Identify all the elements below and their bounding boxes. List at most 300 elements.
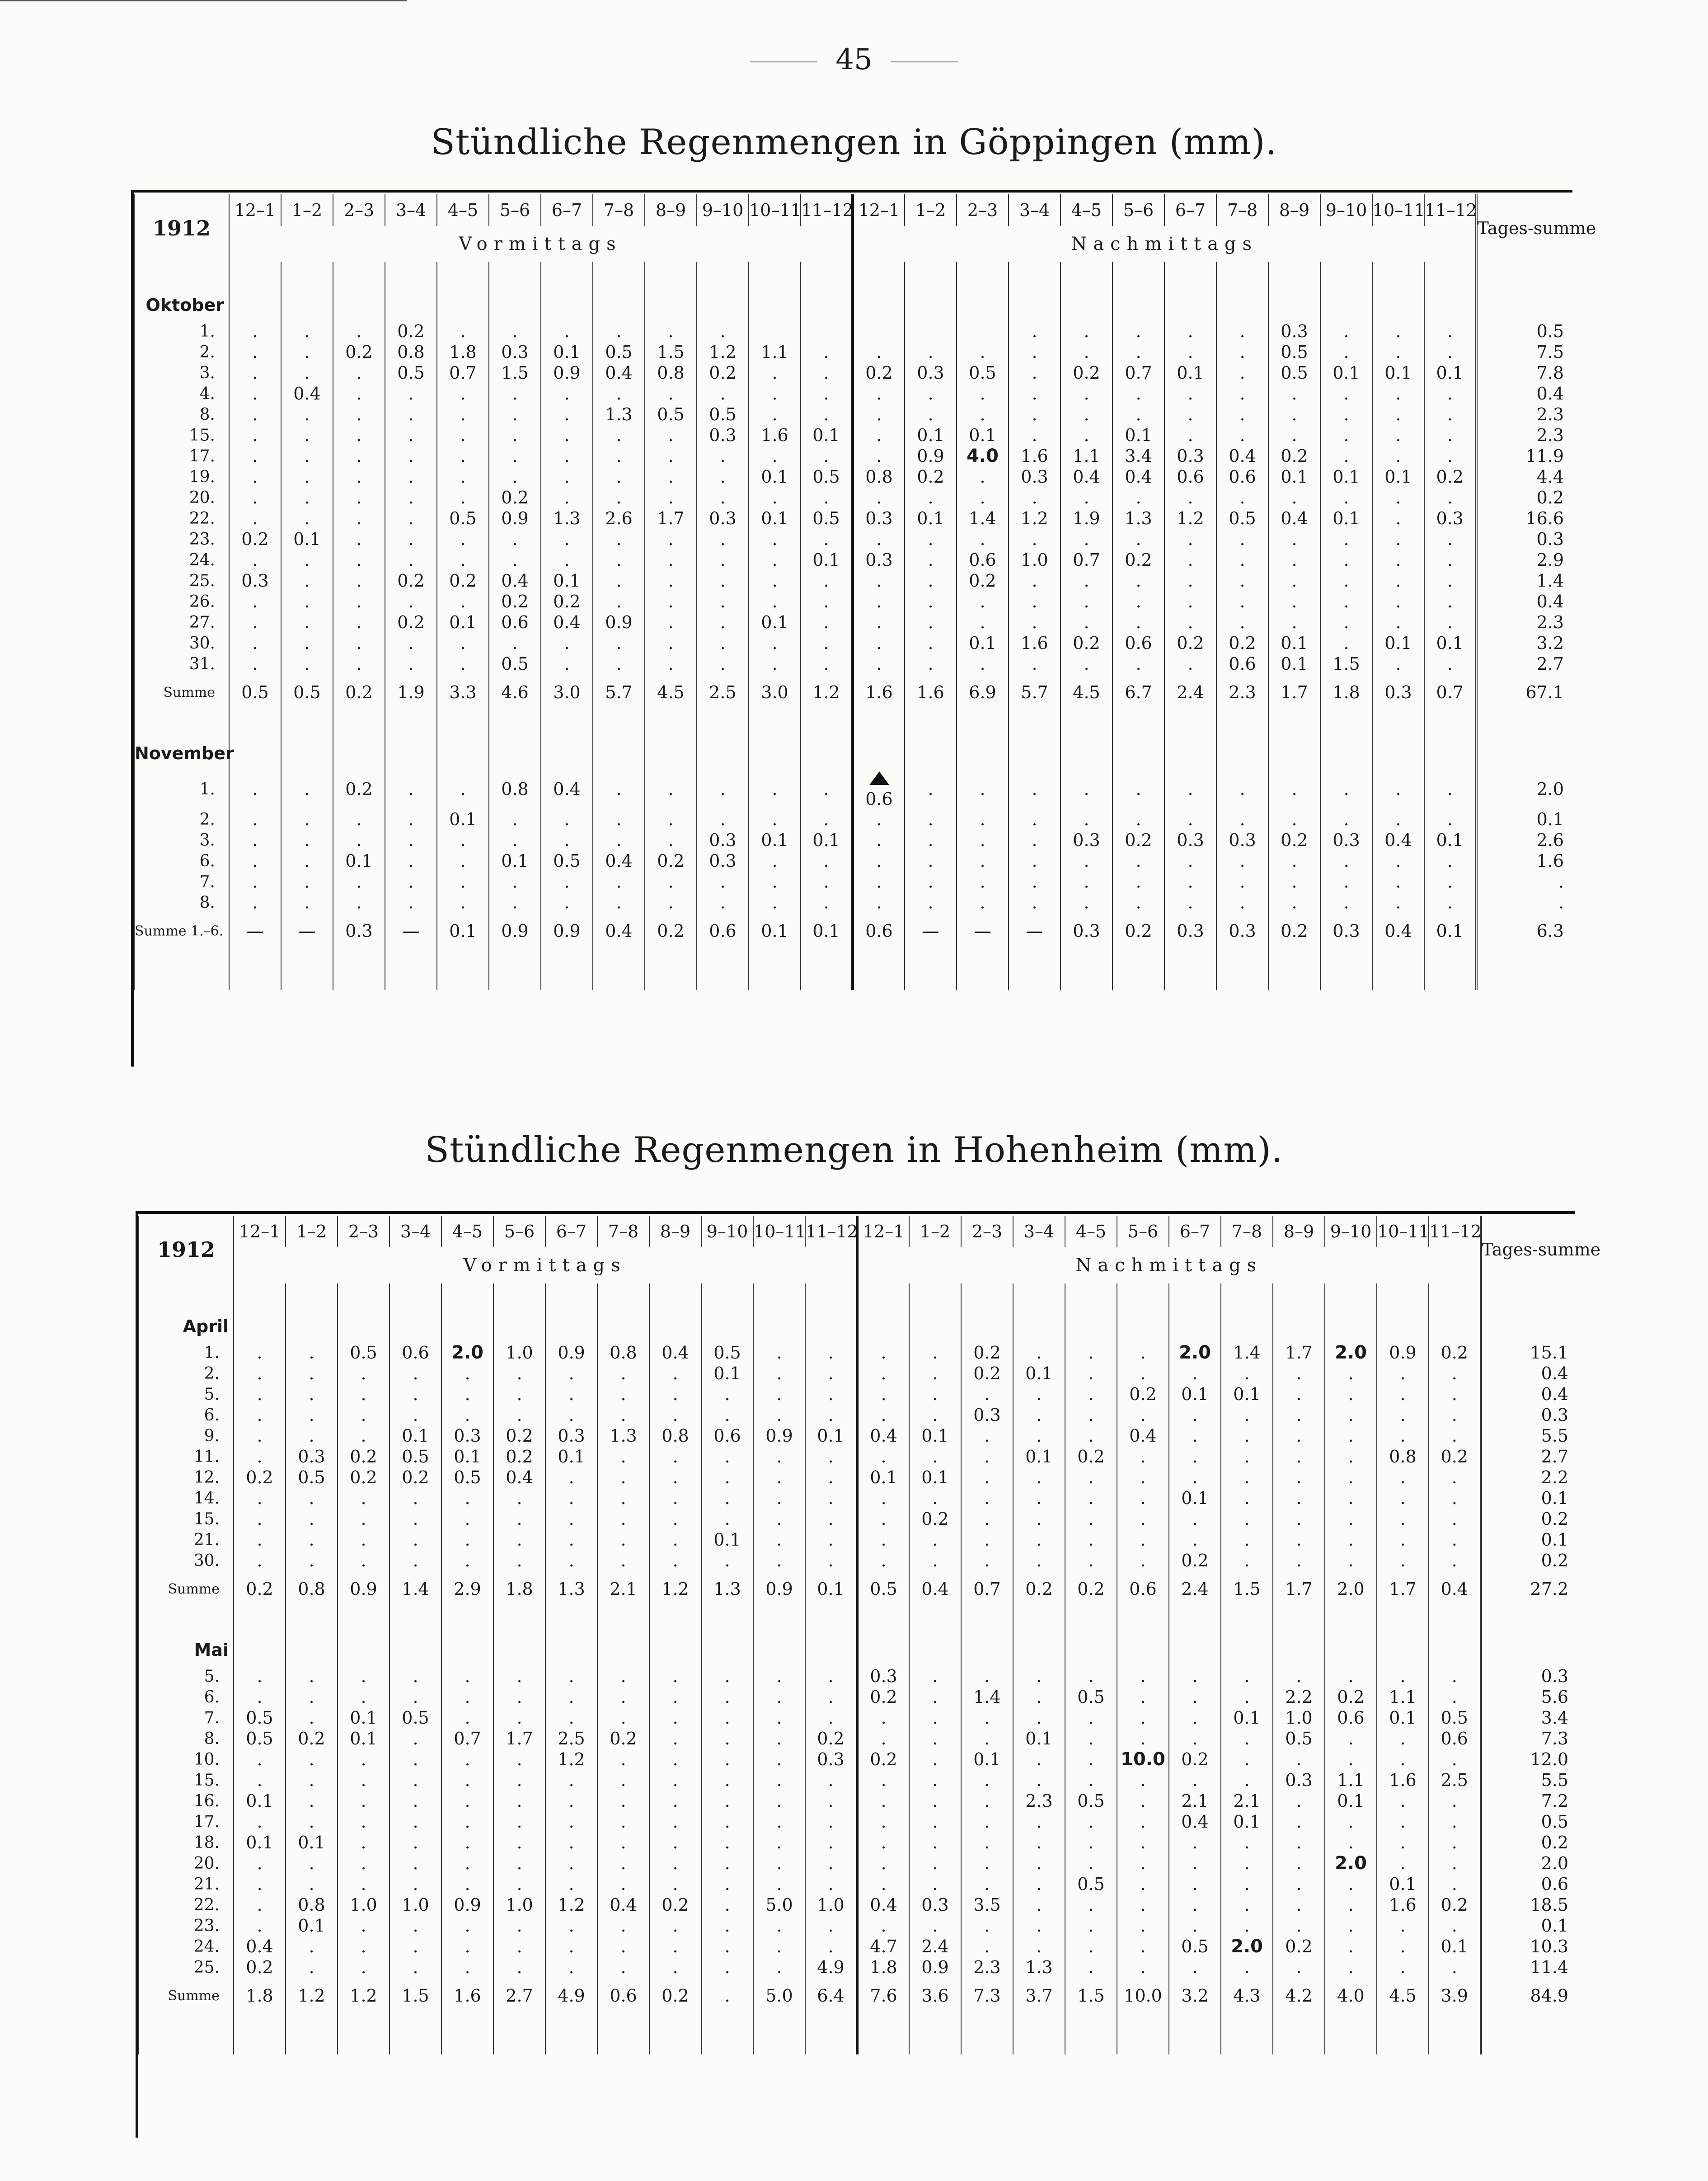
rain-value-cell: 0.1: [541, 570, 593, 591]
rain-value-cell: 0.1: [1377, 1707, 1429, 1728]
rain-value-cell: .: [286, 1666, 338, 1687]
rain-value-cell: 0.3: [489, 342, 541, 362]
rain-value-cell: .: [957, 529, 1009, 550]
rain-value-cell: 0.6: [1429, 1728, 1481, 1749]
header-hours-row: [139, 1216, 1577, 1247]
spacer-row: [134, 949, 1573, 990]
rain-value-cell: [905, 321, 957, 342]
daily-sum-cell: 4.4: [1476, 466, 1573, 487]
rain-value-cell: .: [389, 1811, 441, 1832]
rain-value-cell: .: [961, 1529, 1013, 1550]
rain-value-cell: .: [697, 892, 749, 913]
rain-value-cell: .: [593, 321, 645, 342]
summe-cell: 4.5: [1377, 1978, 1429, 2014]
rain-value-cell: 0.2: [857, 1749, 909, 1770]
summe-cell: 1.6: [441, 1978, 493, 2014]
rain-value-cell: .: [701, 1915, 753, 1936]
rain-value-cell: .: [1424, 446, 1476, 466]
rain-value-cell: .: [1112, 487, 1164, 508]
rain-value-cell: 1.3: [1013, 1957, 1065, 1978]
rain-value-cell: .: [857, 1342, 909, 1363]
rain-value-cell: .: [229, 809, 281, 830]
rain-value-cell: .: [857, 1707, 909, 1728]
rain-value-cell: 0.1: [905, 425, 957, 446]
rain-value-cell: .: [909, 1707, 961, 1728]
summe-cell: 4.2: [1273, 1978, 1325, 2014]
rain-value-cell: .: [1273, 1749, 1325, 1770]
hour-pm-header: 3–4: [1013, 1216, 1065, 1247]
day-label: 3.: [134, 830, 229, 851]
rain-value-cell: .: [338, 1509, 389, 1529]
rain-value-cell: .: [1429, 1405, 1481, 1425]
rain-value-cell: .: [649, 1853, 701, 1874]
rain-value-cell: .: [493, 1529, 545, 1550]
rain-value-cell: .: [286, 1811, 338, 1832]
rain-value-cell: .: [333, 653, 385, 674]
rain-value-cell: .: [338, 1363, 389, 1384]
rain-value-cell: .: [857, 1550, 909, 1571]
rain-value-cell: 3.5: [961, 1894, 1013, 1915]
rain-value-cell: .: [1013, 1425, 1065, 1446]
rain-value-cell: .: [389, 1666, 441, 1687]
rain-value-cell: .: [1424, 570, 1476, 591]
rain-value-cell: .: [853, 871, 905, 892]
rain-value-cell: .: [493, 1874, 545, 1894]
rain-value-cell: .: [1221, 1832, 1273, 1853]
rain-value-cell: .: [385, 529, 437, 550]
rain-value-cell: .: [961, 1915, 1013, 1936]
rain-value-cell: 1.6: [1377, 1894, 1429, 1915]
rain-value-cell: 0.4: [857, 1425, 909, 1446]
rain-value-cell: 0.4: [541, 612, 593, 633]
rain-value-cell: .: [753, 1363, 805, 1384]
rain-value-cell: .: [1325, 1384, 1377, 1405]
rain-value-cell: .: [1164, 342, 1216, 362]
rain-value-cell: 0.5: [697, 404, 749, 425]
rain-value-cell: .: [597, 1666, 649, 1687]
summe-cell: 3.0: [749, 674, 801, 710]
table1-title: Stündliche Regenmengen in Göppingen (mm).: [431, 122, 1277, 163]
rain-value-cell: .: [545, 1832, 597, 1853]
table-row: [134, 809, 1573, 830]
rain-value-cell: .: [333, 446, 385, 466]
rain-value-cell: .: [753, 1915, 805, 1936]
rain-value-cell: .: [597, 1467, 649, 1488]
rain-value-cell: 1.1: [1325, 1770, 1377, 1791]
rain-value-cell: .: [909, 1405, 961, 1425]
rain-value-cell: .: [749, 851, 801, 871]
rain-value-cell: 0.1: [333, 851, 385, 871]
rain-value-cell: .: [853, 487, 905, 508]
rain-value-cell: .: [286, 1707, 338, 1728]
table-row: [134, 425, 1573, 446]
table-row: [134, 404, 1573, 425]
rain-value-cell: .: [905, 570, 957, 591]
rain-value-cell: .: [545, 1529, 597, 1550]
rain-value-cell: 0.5: [389, 1707, 441, 1728]
rain-value-cell: .: [905, 404, 957, 425]
rain-value-cell: .: [701, 1666, 753, 1687]
rain-value-cell: 0.2: [1065, 1446, 1117, 1467]
rain-value-cell: .: [229, 851, 281, 871]
rain-value-cell: .: [1060, 383, 1112, 404]
rain-value-cell: .: [493, 1811, 545, 1832]
table-row: [139, 1467, 1577, 1488]
summe-cell: 0.2: [649, 1978, 701, 2014]
rain-value-cell: 0.3: [853, 550, 905, 570]
rain-value-cell: .: [281, 550, 333, 570]
rain-value-cell: 0.3: [909, 1894, 961, 1915]
rain-value-cell: .: [338, 1957, 389, 1978]
rain-value-cell: .: [234, 1894, 286, 1915]
rain-value-cell: .: [441, 1529, 493, 1550]
rain-value-cell: 4.0: [957, 446, 1009, 466]
rain-value-cell: .: [1065, 1384, 1117, 1405]
rain-value-cell: 0.2: [1169, 1749, 1221, 1770]
rain-value-cell: .: [749, 487, 801, 508]
table-row: [134, 851, 1573, 871]
rain-value-cell: 0.1: [1424, 633, 1476, 653]
rain-value-cell: .: [597, 1687, 649, 1707]
rain-value-cell: .: [1273, 1384, 1325, 1405]
rain-value-cell: .: [1325, 1957, 1377, 1978]
rain-value-cell: .: [489, 550, 541, 570]
rain-value-cell: .: [1216, 851, 1268, 871]
rain-value-cell: .: [1013, 1666, 1065, 1687]
rain-value-cell: .: [1268, 591, 1320, 612]
rain-value-cell: 0.1: [909, 1467, 961, 1488]
day-label: 17.: [134, 446, 229, 466]
rain-value-cell: .: [541, 425, 593, 446]
rain-value-cell: 0.2: [961, 1363, 1013, 1384]
rain-value-cell: .: [281, 404, 333, 425]
daily-sum-cell: 16.6: [1476, 508, 1573, 529]
daily-sum-header: Tages-summe: [1476, 194, 1573, 262]
rain-value-cell: 0.2: [541, 591, 593, 612]
rain-value-cell: 0.5: [286, 1467, 338, 1488]
summe-cell: 4.0: [1325, 1978, 1377, 2014]
rain-value-cell: .: [649, 1874, 701, 1894]
rain-value-cell: .: [441, 1832, 493, 1853]
rain-value-cell: .: [1169, 1832, 1221, 1853]
rain-value-cell: 0.2: [853, 362, 905, 383]
rain-value-cell: .: [1013, 1488, 1065, 1509]
summe-cell: 5.7: [1009, 674, 1060, 710]
rain-value-cell: .: [1273, 1529, 1325, 1550]
rain-value-cell: .: [234, 1425, 286, 1446]
rain-value-cell: .: [701, 1936, 753, 1957]
rain-value-cell: .: [1060, 612, 1112, 633]
rain-value-cell: 1.4: [1221, 1342, 1273, 1363]
summe-total-cell: 6.3: [1476, 913, 1573, 949]
day-label: 18.: [139, 1832, 234, 1853]
rain-value-cell: .: [385, 830, 437, 851]
rain-value-cell: .: [281, 830, 333, 851]
rain-value-cell: .: [1320, 809, 1372, 830]
rain-value-cell: .: [753, 1666, 805, 1687]
hour-am-header: 3–4: [389, 1216, 441, 1247]
rain-value-cell: .: [338, 1425, 389, 1446]
rain-value-cell: .: [909, 1687, 961, 1707]
rain-value-cell: 2.2: [1273, 1687, 1325, 1707]
rain-value-cell: .: [749, 446, 801, 466]
rain-value-cell: .: [389, 1488, 441, 1509]
rain-value-cell: .: [805, 1342, 857, 1363]
summe-cell: 0.3: [1164, 913, 1216, 949]
rain-value-cell: .: [1377, 1936, 1429, 1957]
spacer-row: [134, 710, 1573, 738]
rain-value-cell: .: [437, 383, 489, 404]
rain-value-cell: .: [493, 1707, 545, 1728]
rain-value-cell: .: [1060, 342, 1112, 362]
hour-pm-header: 7–8: [1221, 1216, 1273, 1247]
rain-value-cell: .: [1268, 529, 1320, 550]
summe-label: Summe: [139, 1571, 234, 1607]
rain-value-cell: 1.0: [1009, 550, 1060, 570]
rain-value-cell: .: [905, 809, 957, 830]
rain-value-cell: .: [489, 466, 541, 487]
table-row: [134, 653, 1573, 674]
summe-cell: 3.7: [1013, 1978, 1065, 2014]
table-row: [134, 466, 1573, 487]
rain-value-cell: .: [1372, 653, 1424, 674]
rain-value-cell: .: [229, 487, 281, 508]
rain-value-cell: .: [649, 1749, 701, 1770]
summe-cell: 1.2: [649, 1571, 701, 1607]
rain-value-cell: 0.1: [749, 508, 801, 529]
hour-am-header: 7–8: [593, 194, 645, 226]
table-row: [134, 529, 1573, 550]
rain-value-cell: .: [229, 633, 281, 653]
rain-value-cell: .: [649, 1791, 701, 1811]
rain-value-cell: .: [281, 487, 333, 508]
rain-value-cell: .: [286, 1529, 338, 1550]
summe-cell: —: [281, 913, 333, 949]
rain-value-cell: .: [1117, 1770, 1169, 1791]
rain-value-cell: .: [229, 362, 281, 383]
rain-value-cell: 0.1: [281, 529, 333, 550]
rain-value-cell: 0.1: [1372, 633, 1424, 653]
rain-value-cell: 2.3: [961, 1957, 1013, 1978]
daily-sum-cell: 2.9: [1476, 550, 1573, 570]
rain-value-cell: .: [1117, 1342, 1169, 1363]
rain-value-cell: .: [749, 653, 801, 674]
rain-value-cell: 0.6: [389, 1342, 441, 1363]
rain-value-cell: .: [541, 830, 593, 851]
rain-value-cell: 0.8: [385, 342, 437, 362]
rain-value-cell: .: [1065, 1550, 1117, 1571]
spacer-row: [139, 1607, 1577, 1634]
summe-cell: 1.5: [389, 1978, 441, 2014]
rain-value-cell: .: [441, 1770, 493, 1791]
rain-value-cell: .: [1065, 1405, 1117, 1425]
rain-value-cell: .: [597, 1363, 649, 1384]
rain-value-cell: .: [1065, 1957, 1117, 1978]
rain-value-cell: .: [593, 653, 645, 674]
rain-value-cell: .: [333, 830, 385, 851]
rain-value-cell: .: [801, 809, 853, 830]
daily-sum-cell: 0.5: [1481, 1811, 1577, 1832]
rain-value-cell: .: [338, 1384, 389, 1405]
rain-value-cell: .: [645, 466, 697, 487]
rain-value-cell: .: [1164, 851, 1216, 871]
rain-value-cell: .: [229, 446, 281, 466]
rain-value-cell: .: [229, 404, 281, 425]
rain-value-cell: 0.1: [1429, 1936, 1481, 1957]
rain-value-cell: 2.0: [441, 1342, 493, 1363]
rain-value-cell: .: [1112, 809, 1164, 830]
rain-value-cell: .: [333, 404, 385, 425]
rain-value-cell: .: [1117, 1791, 1169, 1811]
rain-value-cell: .: [593, 591, 645, 612]
hour-am-header: 8–9: [649, 1216, 701, 1247]
hour-pm-header: 10–11: [1377, 1216, 1429, 1247]
rain-value-cell: .: [593, 809, 645, 830]
rain-value-cell: .: [1429, 1425, 1481, 1446]
rain-value-cell: 0.3: [697, 425, 749, 446]
morning-label: Vormittags: [234, 1247, 857, 1283]
rain-value-cell: .: [1065, 1853, 1117, 1874]
rain-value-cell: .: [805, 1446, 857, 1467]
rain-value-cell: .: [1325, 1874, 1377, 1894]
rain-value-cell: 0.1: [801, 425, 853, 446]
summe-total-cell: 27.2: [1481, 1571, 1577, 1607]
rain-value-cell: .: [1325, 1488, 1377, 1509]
table2-top-rule: [136, 1211, 1575, 1214]
daily-sum-cell: 0.1: [1481, 1488, 1577, 1509]
rain-value-cell: .: [1169, 1467, 1221, 1488]
rain-value-cell: 10.0: [1117, 1749, 1169, 1770]
rain-value-cell: 0.3: [961, 1405, 1013, 1425]
rain-value-cell: .: [437, 466, 489, 487]
rain-value-cell: 0.2: [1169, 1550, 1221, 1571]
hour-am-header: 5–6: [493, 1216, 545, 1247]
rain-value-cell: .: [961, 1936, 1013, 1957]
rain-value-cell: 0.6: [957, 550, 1009, 570]
rain-value-cell: .: [493, 1957, 545, 1978]
rain-value-cell: 2.0: [1169, 1342, 1221, 1363]
summe-cell: 0.4: [1372, 913, 1424, 949]
rain-value-cell: .: [1169, 1446, 1221, 1467]
rain-value-cell: .: [1117, 1467, 1169, 1488]
rain-value-cell: .: [1009, 851, 1060, 871]
rain-value-cell: 0.4: [1112, 466, 1164, 487]
rain-value-cell: .: [441, 1509, 493, 1529]
rain-value-cell: .: [1169, 1707, 1221, 1728]
rain-value-cell: .: [1065, 1425, 1117, 1446]
daily-sum-cell: 0.5: [1476, 321, 1573, 342]
rain-value-cell: 1.7: [645, 508, 697, 529]
rain-value-cell: .: [909, 1384, 961, 1405]
day-label: 19.: [134, 466, 229, 487]
summe-cell: 1.3: [545, 1571, 597, 1607]
hour-am-header: 11–12: [805, 1216, 857, 1247]
rain-value-cell: .: [1065, 1529, 1117, 1550]
rain-value-cell: .: [1164, 871, 1216, 892]
rain-value-cell: .: [441, 1384, 493, 1405]
rain-value-cell: .: [385, 809, 437, 830]
rain-value-cell: .: [493, 1666, 545, 1687]
rain-value-cell: .: [1009, 612, 1060, 633]
rain-value-cell: 0.1: [801, 550, 853, 570]
rain-value-cell: .: [1112, 612, 1164, 633]
rain-value-cell: .: [1013, 1529, 1065, 1550]
summe-row: [134, 913, 1573, 949]
rain-value-cell: 0.5: [541, 851, 593, 871]
rain-value-cell: .: [385, 508, 437, 529]
rain-value-cell: .: [1268, 487, 1320, 508]
table-row: [139, 1488, 1577, 1509]
rain-value-cell: .: [805, 1666, 857, 1687]
rain-value-cell: .: [649, 1728, 701, 1749]
daily-sum-cell: 0.4: [1476, 383, 1573, 404]
rain-value-cell: .: [1377, 1853, 1429, 1874]
day-label: 7.: [134, 871, 229, 892]
rain-value-cell: .: [1221, 1509, 1273, 1529]
rain-value-cell: .: [1320, 591, 1372, 612]
day-label: 24.: [139, 1936, 234, 1957]
daily-sum-cell: 0.2: [1476, 487, 1573, 508]
rain-value-cell: .: [1273, 1405, 1325, 1425]
rain-value-cell: .: [545, 1509, 597, 1529]
rain-value-cell: .: [389, 1915, 441, 1936]
rain-value-cell: 0.2: [1325, 1687, 1377, 1707]
rain-value-cell: .: [1112, 892, 1164, 913]
hour-pm-header: 1–2: [909, 1216, 961, 1247]
hour-am-header: 11–12: [801, 194, 853, 226]
rain-value-cell: .: [1377, 1488, 1429, 1509]
rain-value-cell: .: [701, 1749, 753, 1770]
rain-value-cell: 0.1: [441, 1446, 493, 1467]
rain-value-cell: .: [1320, 321, 1372, 342]
rain-value-cell: .: [1424, 529, 1476, 550]
rain-value-cell: .: [385, 871, 437, 892]
month-row: [134, 289, 1573, 321]
rain-value-cell: .: [1112, 591, 1164, 612]
rain-value-cell: .: [541, 871, 593, 892]
rain-value-cell: .: [437, 769, 489, 809]
rain-value-cell: .: [385, 653, 437, 674]
daily-sum-cell: 5.5: [1481, 1770, 1577, 1791]
rain-value-cell: 0.1: [1169, 1488, 1221, 1509]
rain-value-cell: .: [649, 1666, 701, 1687]
table-row: [134, 508, 1573, 529]
rain-value-cell: .: [333, 550, 385, 570]
rain-value-cell: .: [857, 1811, 909, 1832]
rain-value-cell: .: [1320, 342, 1372, 362]
rain-value-cell: .: [545, 1811, 597, 1832]
rain-value-cell: .: [1013, 1811, 1065, 1832]
rain-value-cell: .: [853, 446, 905, 466]
rain-value-cell: .: [857, 1832, 909, 1853]
rain-value-cell: 0.4: [1117, 1425, 1169, 1446]
daily-sum-header: Tages-summe: [1481, 1216, 1577, 1283]
hour-pm-header: 8–9: [1273, 1216, 1325, 1247]
rain-value-cell: .: [281, 633, 333, 653]
rain-value-cell: .: [753, 1728, 805, 1749]
rain-value-cell: .: [286, 1425, 338, 1446]
day-label: 27.: [134, 612, 229, 633]
rain-value-cell: .: [229, 508, 281, 529]
rain-value-cell: 0.1: [1372, 466, 1424, 487]
daily-sum-cell: 0.6: [1481, 1874, 1577, 1894]
rain-value-cell: .: [281, 570, 333, 591]
rain-value-cell: 0.2: [905, 466, 957, 487]
rain-value-cell: .: [697, 612, 749, 633]
rain-value-cell: .: [597, 1529, 649, 1550]
rain-value-cell: .: [1065, 1832, 1117, 1853]
rain-value-cell: .: [801, 591, 853, 612]
